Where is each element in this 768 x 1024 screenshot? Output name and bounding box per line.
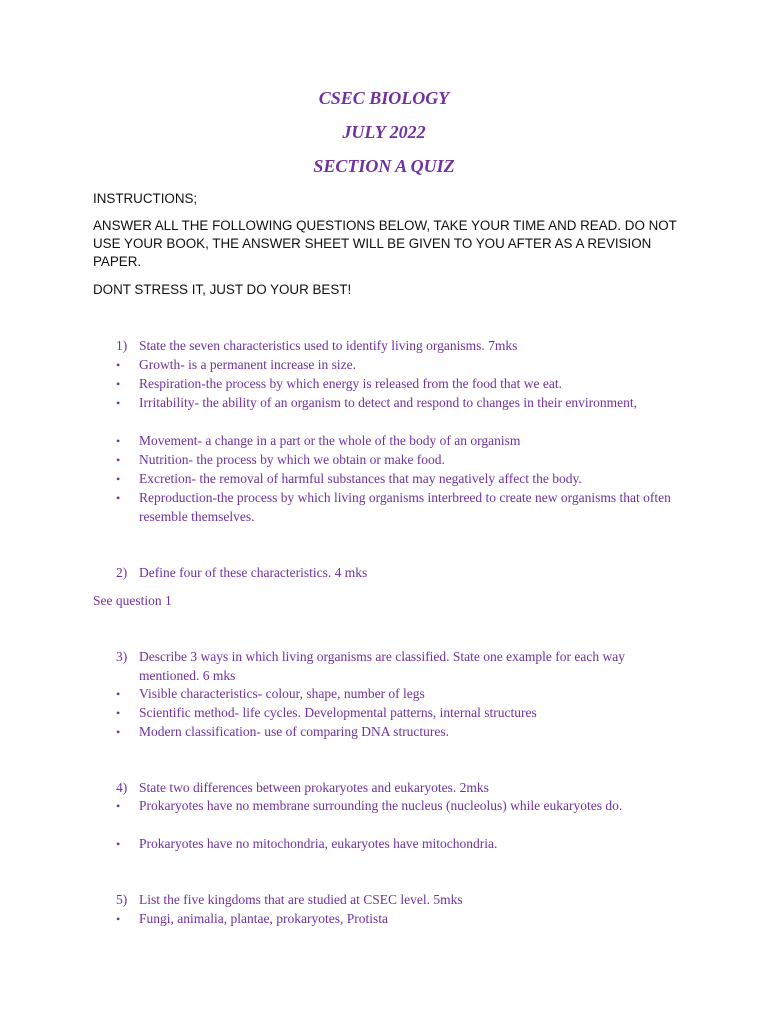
answer-item: Growth- is a permanent increase in size.	[139, 357, 357, 372]
question-text: State two differences between prokaryotes and eukaryotes. 2mks	[139, 780, 489, 795]
instructions-body: ANSWER ALL THE FOLLOWING QUESTIONS BELOW, TAKE YOUR TIME AND READ. DO NOT USE YOUR BOOK, THE ANSWER SHEET WILL BE GIVEN TO YOU AFTER AS A REVISION PAPER.	[93, 218, 677, 269]
bullet-icon: •	[116, 912, 121, 926]
answer-note: See question 1	[93, 593, 172, 608]
bullet-icon: •	[116, 687, 121, 701]
answer-item: Movement- a change in a part or the whole of the body of an organism	[139, 433, 521, 448]
answer-item: Visible characteristics- colour, shape, number of legs	[139, 686, 425, 701]
question-text: State the seven characteristics used to identify living organisms. 7mks	[139, 338, 518, 353]
answer-item: Nutrition- the process by which we obtain or make food.	[139, 452, 445, 467]
bullet-icon: •	[116, 377, 121, 391]
bullet-icon: •	[116, 453, 121, 467]
bullet-icon: •	[116, 491, 121, 505]
instructions-encouragement: DONT STRESS IT, JUST DO YOUR BEST!	[93, 282, 352, 297]
bullet-icon: •	[116, 725, 121, 739]
bullet-icon: •	[116, 837, 121, 851]
answer-item: Prokaryotes have no membrane surrounding the nucleus (nucleolus) while eukaryotes do.	[139, 798, 623, 813]
answer-item: Fungi, animalia, plantae, prokaryotes, Protista	[139, 911, 388, 926]
bullet-icon: •	[116, 472, 121, 486]
answer-item: Reproduction-the process by which living organisms interbreed to create new organisms that often resemble themselves.	[139, 490, 671, 524]
answer-item: Prokaryotes have no mitochondria, eukaryotes have mitochondria.	[139, 836, 498, 851]
question-number: 1)	[116, 338, 128, 353]
bullet-icon: •	[116, 799, 121, 813]
answer-item: Modern classification- use of comparing DNA structures.	[139, 724, 450, 739]
bullet-icon: •	[116, 434, 121, 448]
bullet-icon: •	[116, 358, 121, 372]
answer-item: Excretion- the removal of harmful substances that may negatively affect the body.	[139, 471, 582, 486]
bullet-icon: •	[116, 706, 121, 720]
question-number: 3)	[116, 649, 128, 664]
subject-title: CSEC BIOLOGY	[318, 88, 450, 108]
answer-item: Irritability- the ability of an organism to detect and respond to changes in their environment,	[139, 395, 637, 410]
date-title: JULY 2022	[342, 122, 426, 142]
bullet-icon: •	[116, 396, 121, 410]
question-number: 4)	[116, 780, 128, 795]
question-text: Define four of these characteristics. 4 mks	[139, 565, 368, 580]
answer-item: Respiration-the process by which energy is released from the food that we eat.	[139, 376, 562, 391]
answer-item: Scientific method- life cycles. Developmental patterns, internal structures	[139, 705, 537, 720]
question-text: Describe 3 ways in which living organisms are classified. State one example for each way mentioned. 6 mks	[139, 649, 625, 683]
instructions-label: INSTRUCTIONS;	[93, 191, 198, 206]
section-title: SECTION A QUIZ	[313, 156, 455, 176]
question-text: List the five kingdoms that are studied at CSEC level. 5mks	[139, 892, 463, 907]
question-number: 5)	[116, 892, 128, 907]
question-number: 2)	[116, 565, 128, 580]
